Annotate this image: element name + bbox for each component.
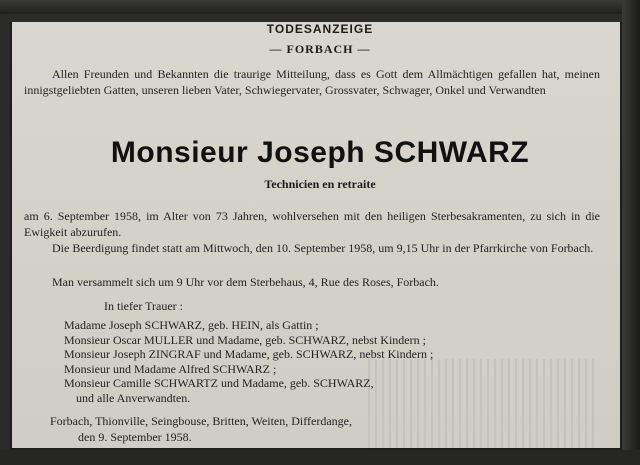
places-line: Forbach, Thionville, Seingbouse, Britten, Weiten, Differdange, (50, 414, 352, 428)
gathering-paragraph: Man versammelt sich um 9 Uhr vor dem Sterbehaus, 4, Rue des Roses, Forbach. (52, 275, 439, 289)
mourner-line: und alle Anverwandten. (76, 390, 191, 405)
notice-date: den 9. September 1958. (78, 430, 192, 444)
mourners-list (64, 318, 433, 405)
deceased-occupation: Technicien en retraite (264, 177, 376, 191)
notice-heading: TODESANZEIGE (266, 22, 374, 36)
funeral-paragraph: Die Beerdigung findet statt am Mittwoch, den 10. September 1958, um 9,15 Uhr in der Pfarrkirche von Forbach. (52, 241, 594, 255)
mourner-line: Monsieur Camille SCHWARTZ und Madame, geb. SCHWARZ, (64, 376, 374, 390)
mourner-line: Monsieur Joseph ZINGRAF und Madame, geb. SCHWARZ, nebst Kindern ; (64, 347, 434, 361)
mourner-line: Monsieur Oscar MULLER und Madame, geb. SCHWARZ, nebst Kindern ; (64, 332, 426, 347)
deceased-name: Monsieur Joseph SCHWARZ (110, 136, 530, 169)
newspaper-top-edge (0, 0, 640, 14)
newspaper-right-edge (622, 0, 640, 465)
newspaper-bottom-edge (0, 450, 640, 465)
notice-location: — FORBACH — (269, 42, 371, 56)
mourner-line: Monsieur und Madame Alfred SCHWARZ ; (64, 361, 277, 376)
mourning-label: In tiefer Trauer : (104, 299, 183, 313)
mourner-line: Madame Joseph SCHWARZ, geb. HEIN, als Gattin ; (64, 318, 319, 332)
intro-paragraph: Allen Freunden und Bekannten die traurige Mitteilung, dass es Gott dem Allmächtigen gefallen hat, meinen innigstgeliebten Gatten, unseren lieben Vater, Schwiegervater, Grossvater, Schwager, Onkel und Verwandten (24, 67, 600, 97)
death-details-paragraph: am 6. September 1958, im Alter von 73 Jahren, wohlversehen mit den heiligen Sterbesakramenten, zu sich in die Ewigkeit abzurufen. (24, 209, 600, 239)
